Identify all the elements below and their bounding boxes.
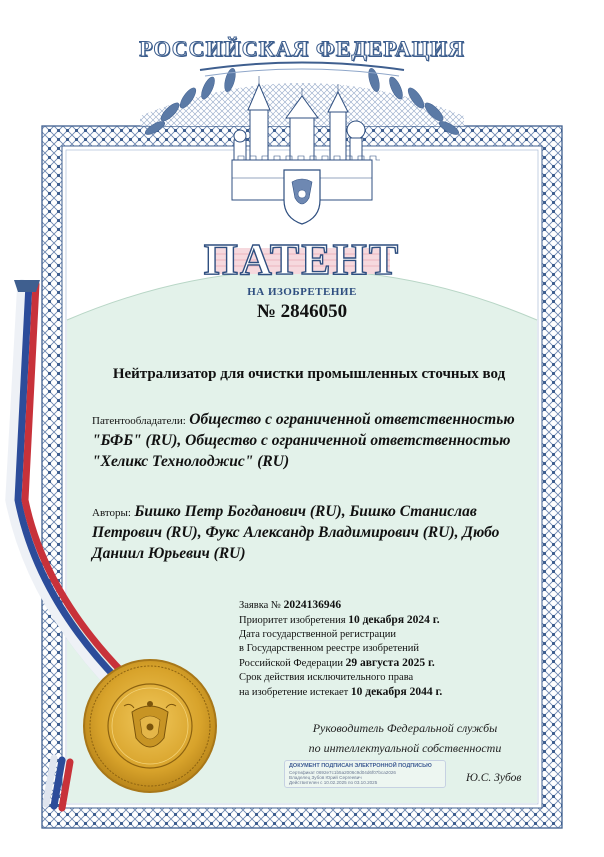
electronic-signature-stamp <box>284 760 446 788</box>
expiry-date: 10 декабря 2044 г. <box>350 686 443 698</box>
priority-line <box>239 613 539 628</box>
application-line <box>239 598 539 613</box>
registration-date: 29 августа 2025 г. <box>345 657 435 669</box>
patent-authors <box>92 502 524 565</box>
authors-label: Авторы: <box>92 507 131 519</box>
application-number: 2024136946 <box>283 599 342 611</box>
patent-number: № 2846050 <box>256 301 348 322</box>
application-label: Заявка № <box>239 600 281 611</box>
authors-value: Бишко Петр Богданович (RU), Бишко Станислав Петрович (RU), Фукс Александр Владимирович (RU), Дюбо Даниил Юрьевич (RU) <box>92 503 500 562</box>
reg-line-3 <box>239 656 539 671</box>
patent-holders <box>92 410 524 473</box>
term-line-2 <box>239 685 539 700</box>
country-name: РОССИЙСКАЯ ФЕДЕРАЦИЯ <box>139 36 465 61</box>
registration-details <box>239 598 539 700</box>
holders-value: Общество с ограниченной ответственностью "БФБ" (RU), Общество с ограниченной ответственностью "Хеликс Технолоджис" (RU) <box>92 411 515 470</box>
document-subtitle: НА ИЗОБРЕТЕНИЕ <box>247 286 357 298</box>
reg-label: Российской Федерации <box>239 658 343 669</box>
signer-name: Ю.С. Зубов <box>466 772 522 784</box>
term-label: на изобретение истекает <box>239 687 349 698</box>
official-position <box>270 718 540 758</box>
holders-label: Патентообладатели: <box>92 415 186 427</box>
term-line-1: Срок действия исключительного права <box>239 672 414 683</box>
esig-owner: Владелец Зубов Юрий Сергеевич <box>289 775 362 780</box>
priority-date: 10 декабря 2024 г. <box>348 614 440 626</box>
esig-title: ДОКУМЕНТ ПОДПИСАН ЭЛЕКТРОННОЙ ПОДПИСЬЮ <box>289 763 432 769</box>
reg-line-2: в Государственном реестре изобретений <box>239 643 420 654</box>
position-line-1: Руководитель Федеральной службы <box>312 721 498 735</box>
priority-label: Приоритет изобретения <box>239 615 346 626</box>
invention-title: Нейтрализатор для очистки промышленных сточных вод <box>112 366 506 382</box>
document-type-title: ПАТЕНТ <box>203 235 401 284</box>
esig-certificate: Сертификат 0692e7c1b5a2006c9d04d6f07bca2026 <box>289 770 396 775</box>
esig-validity: Действителен с 10.02.2025 по 03.10.2025 <box>289 780 378 785</box>
gold-seal <box>84 660 216 792</box>
reg-line-1: Дата государственной регистрации <box>239 629 396 640</box>
position-line-2: по интеллектуальной собственности <box>308 741 502 755</box>
